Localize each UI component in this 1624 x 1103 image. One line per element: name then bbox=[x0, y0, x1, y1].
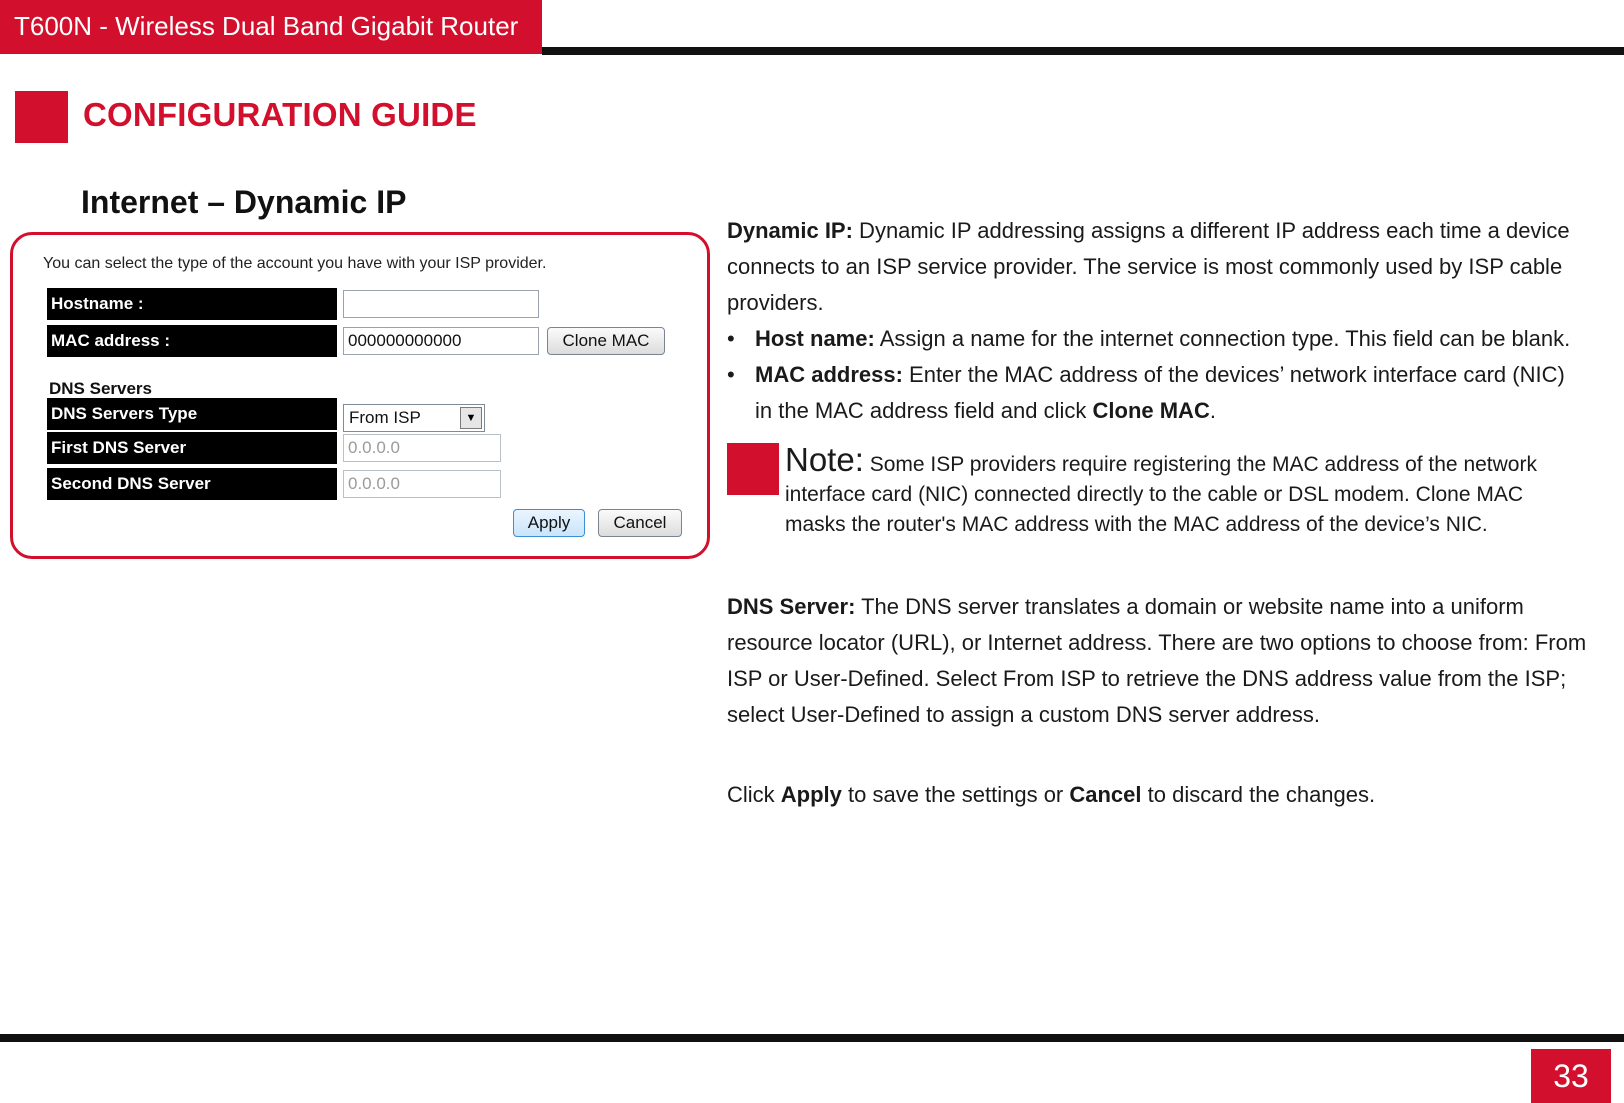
guide-title: CONFIGURATION GUIDE bbox=[83, 96, 477, 133]
clone-mac-button[interactable]: Clone MAC bbox=[547, 327, 665, 355]
dns-type-label: DNS Servers Type bbox=[47, 398, 337, 430]
panel-intro: You can select the type of the account you have with your ISP provider. bbox=[43, 255, 547, 272]
note-marker bbox=[727, 443, 779, 495]
hostname-text: Assign a name for the internet connection type. This field can be blank. bbox=[874, 326, 1571, 351]
first-dns-label: First DNS Server bbox=[47, 432, 337, 464]
dns-paragraph bbox=[727, 589, 1587, 733]
mac-address-input[interactable] bbox=[343, 327, 539, 355]
note-box bbox=[727, 443, 1587, 579]
cancel-term: Cancel bbox=[1069, 782, 1142, 807]
mac-end: . bbox=[1209, 398, 1216, 423]
list-item bbox=[727, 357, 1587, 429]
discard-text: to discard the changes. bbox=[1141, 782, 1376, 807]
list-item bbox=[727, 321, 1587, 357]
section-title: Internet – Dynamic IP bbox=[81, 184, 407, 220]
hostname-label: Hostname : bbox=[47, 288, 337, 320]
apply-term: Apply bbox=[780, 782, 842, 807]
dns-servers-heading: DNS Servers bbox=[49, 379, 153, 398]
note-body bbox=[785, 441, 1565, 540]
dynamic-ip-paragraph bbox=[727, 213, 1587, 321]
mac-term: MAC address: bbox=[755, 362, 903, 387]
first-dns-input[interactable] bbox=[343, 434, 501, 462]
bullet: • bbox=[727, 326, 735, 351]
dynamic-ip-term: Dynamic IP: bbox=[727, 218, 853, 243]
document-title: T600N - Wireless Dual Band Gigabit Router bbox=[0, 0, 542, 54]
header-bar bbox=[0, 0, 1624, 56]
dns-type-select[interactable] bbox=[343, 404, 485, 432]
dns-type-value: From ISP bbox=[349, 408, 421, 427]
router-screenshot-panel bbox=[10, 232, 710, 559]
second-dns-input[interactable] bbox=[343, 470, 501, 498]
hostname-input[interactable] bbox=[343, 290, 539, 318]
apply-button[interactable]: Apply bbox=[513, 509, 585, 537]
guide-marker bbox=[15, 91, 68, 143]
footer-rule bbox=[0, 1034, 1624, 1042]
clone-mac-term: Clone MAC bbox=[1092, 398, 1210, 423]
page-number: 33 bbox=[1531, 1049, 1611, 1103]
bullet: • bbox=[727, 362, 735, 387]
second-dns-label: Second DNS Server bbox=[47, 468, 337, 500]
note-text: Some ISP providers require registering the MAC address of the network interface card (NIC) connected directly to the cable or DSL modem. Clone MAC masks the router's MAC address with the MAC address of the device’s NIC. bbox=[785, 453, 1537, 536]
mac-address-label: MAC address : bbox=[47, 325, 337, 357]
field-list bbox=[727, 321, 1587, 429]
chevron-down-icon[interactable]: ▼ bbox=[460, 407, 482, 429]
dynamic-ip-text: Dynamic IP addressing assigns a different IP address each time a device connects to an ISP service provider. The service is most commonly used by ISP cable providers. bbox=[727, 218, 1570, 315]
hostname-term: Host name: bbox=[755, 326, 875, 351]
cancel-button[interactable]: Cancel bbox=[598, 509, 682, 537]
header-rule bbox=[542, 47, 1624, 55]
save-text: to save the settings or bbox=[841, 782, 1070, 807]
note-label: Note: bbox=[785, 441, 864, 478]
click-text: Click bbox=[727, 782, 781, 807]
dns-text: The DNS server translates a domain or website name into a uniform resource locator (URL), or Internet address. There are two options to choose from: From ISP or User-Defined. Select From ISP to retrieve the DNS address value from the ISP; select User-Defined to assign a custom DNS server address. bbox=[727, 594, 1587, 727]
dns-term: DNS Server: bbox=[727, 594, 856, 619]
description-column bbox=[727, 213, 1587, 813]
mac-text: Enter the MAC address of the devices’ network interface card (NIC) in the MAC address field and click bbox=[755, 362, 1565, 423]
apply-paragraph bbox=[727, 777, 1587, 813]
